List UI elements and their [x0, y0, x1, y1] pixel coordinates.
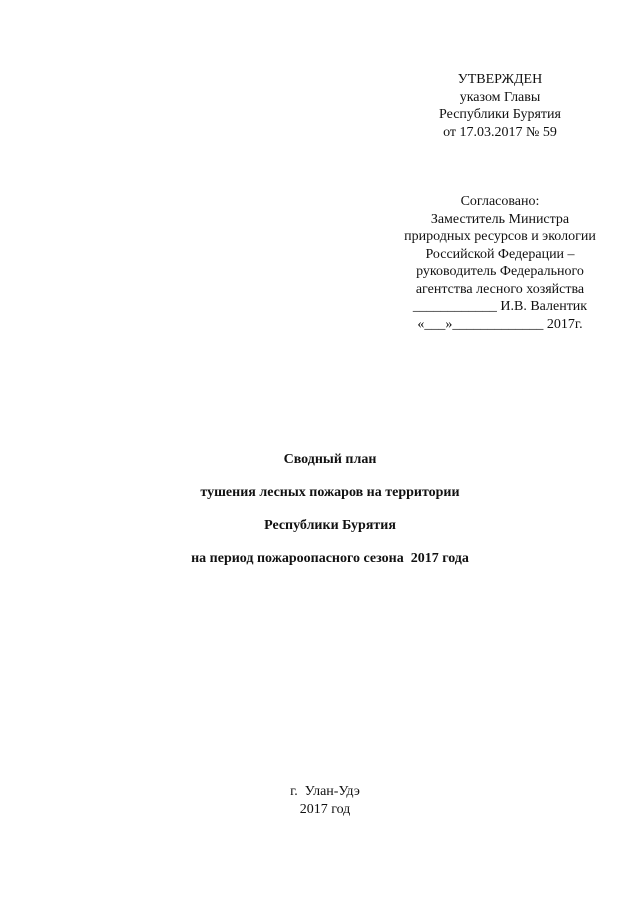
agreement-heading: Согласовано: [460, 194, 540, 209]
agreement-position-2: природных ресурсов и экологии [404, 229, 596, 244]
agreement-position-5: агентства лесного хозяйства [415, 281, 585, 297]
title-line-4: на период пожароопасного сезона 2017 года [191, 551, 469, 566]
agreement-position-1: Заместитель Министра [430, 211, 570, 227]
footer-year: 2017 год [299, 801, 351, 817]
title-line-3: Республики Бурятия [264, 518, 396, 533]
agreement-signature-line: ____________ И.В. Валентик [412, 299, 588, 314]
agreement-position-4: руководитель Федерального [416, 264, 584, 279]
agreement-block [366, 193, 634, 333]
agreement-position-3: Российской Федерации – [425, 246, 575, 262]
approval-stamp-block [380, 71, 620, 141]
title-line-1: Сводный план [283, 452, 377, 467]
agreement-date-line: «___»_____________ 2017г. [417, 316, 583, 332]
approval-date-number: от 17.03.2017 № 59 [443, 124, 557, 140]
footer-city: г. Улан-Удэ [290, 784, 360, 799]
approval-decree: указом Главы [459, 89, 541, 105]
document-footer [220, 783, 430, 818]
document-title [100, 443, 560, 575]
title-line-2: тушения лесных пожаров на территории [200, 485, 460, 500]
approval-heading: УТВЕРЖДЕН [457, 72, 543, 87]
approval-republic: Республики Бурятия [439, 107, 561, 122]
